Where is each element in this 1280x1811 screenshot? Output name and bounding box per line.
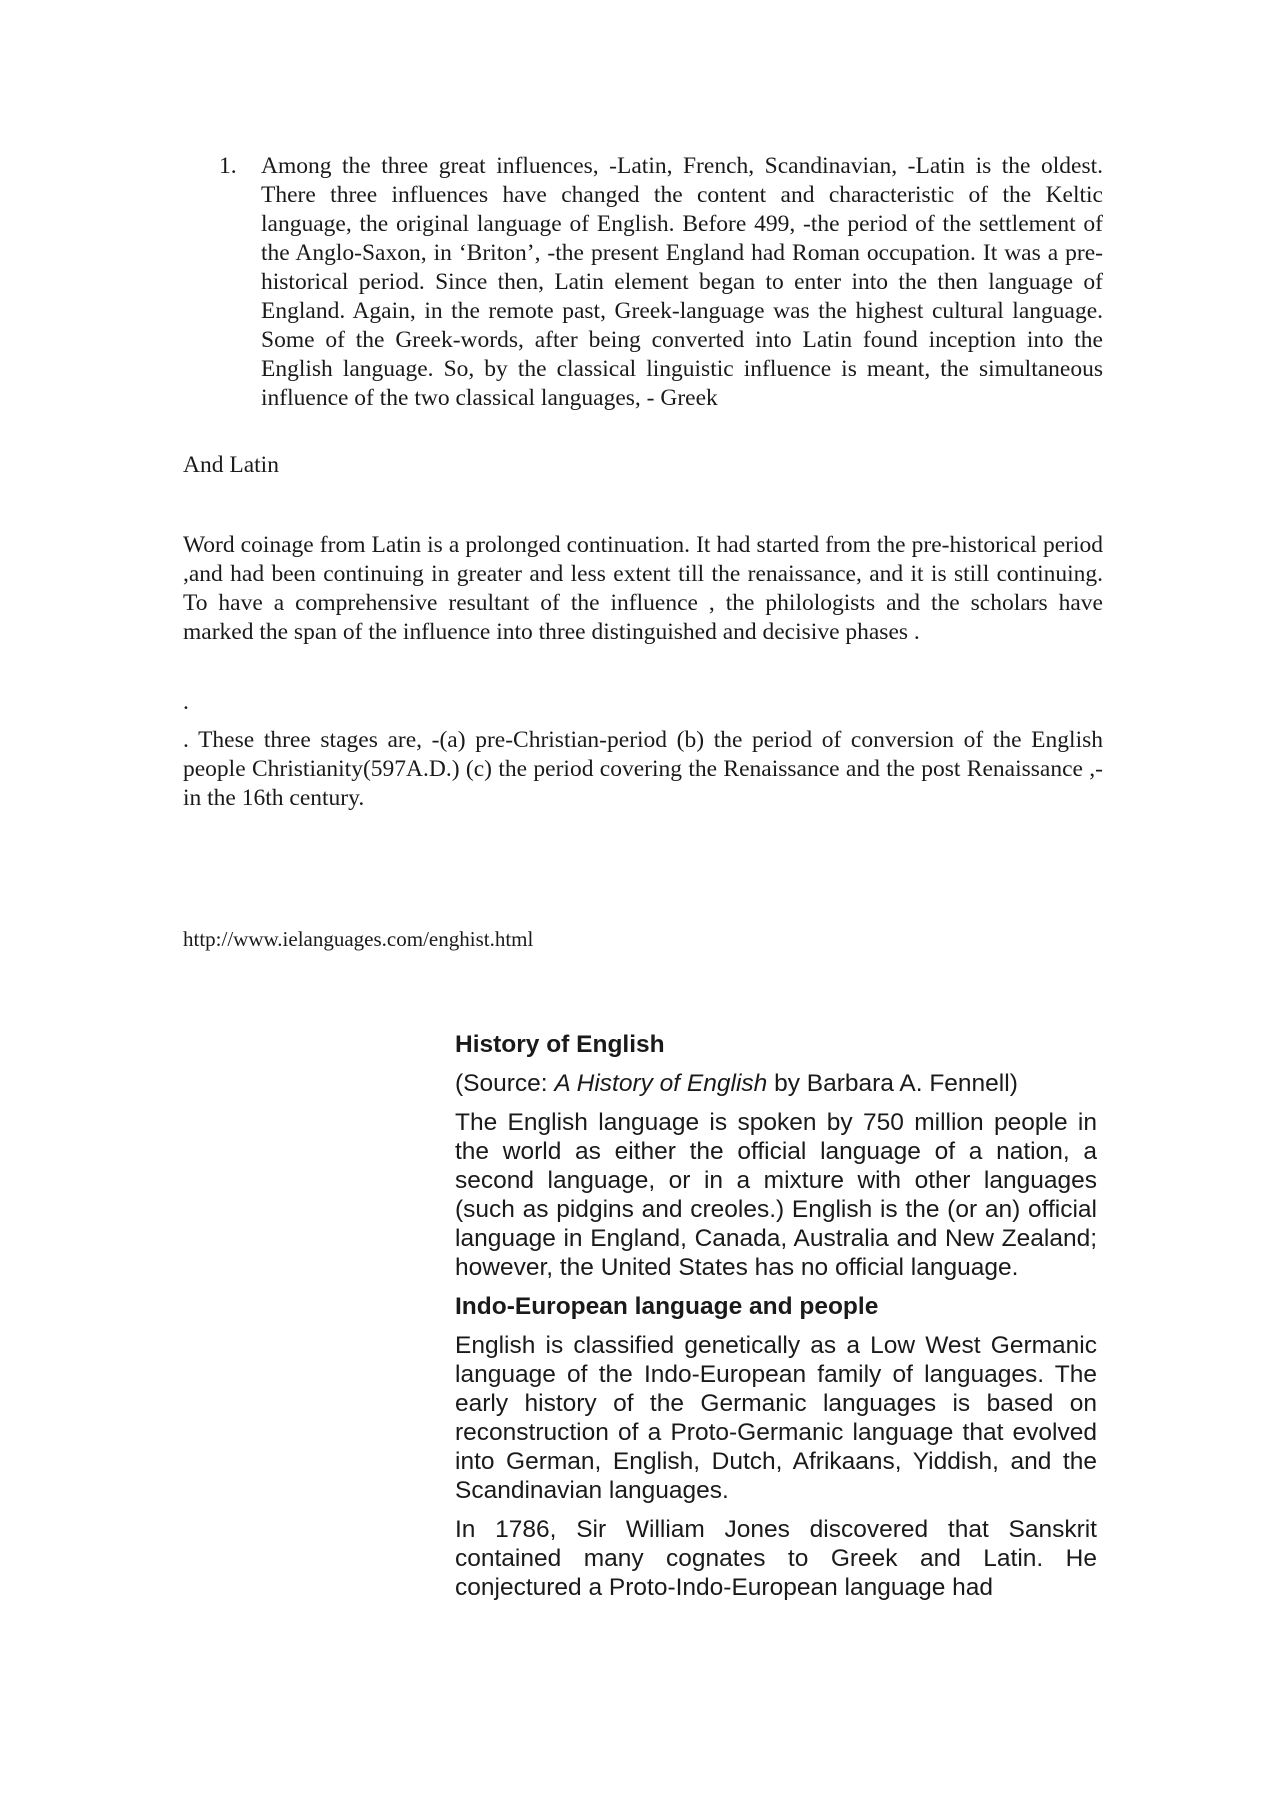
three-stages-paragraph: . These three stages are, -(a) pre-Christian-period (b) the period of conversion of the English people Christianity(597A.D.) (c) the period covering the Renaissance and the post Renaissance ,-in the 16th century. [183, 727, 1103, 811]
indo-european-paragraph-2: In 1786, Sir William Jones discovered that Sanskrit contained many cognates to Greek and Latin. He conjectured a Proto-Indo-European language had [455, 1516, 1097, 1601]
history-intro-paragraph: The English language is spoken by 750 million people in the world as either the official language of a nation, a second language, or in a mixture with other languages (such as pidgins and creoles.) English is the (or an) official language in England, Canada, Australia and New Zealand; however, the United States has no official language. [455, 1109, 1097, 1281]
list-item-text: Among the three great influences, -Latin, French, Scandinavian, -Latin is the oldest. There three influences have changed the content and characteristic of the Keltic language, the original language of English. Before 499, -the period of the settlement of the Anglo-Saxon, in ‘Briton’, -the present England had Roman occupation. It was a pre-historical period. Since then, Latin element began to enter into the then language of England. Again, in the remote past, Greek-language was the highest cultural language. Some of the Greek-words, after being converted into Latin found inception into the English language. So, by the classical linguistic influence is meant, the simultaneous influence of the two classical languages, - Greek [261, 153, 1103, 411]
numbered-list [219, 152, 1103, 413]
list-item-number: 1. [219, 153, 237, 179]
dot-line: . [183, 689, 189, 715]
and-latin-line: And Latin [183, 452, 279, 478]
indo-european-heading: Indo-European language and people [455, 1293, 879, 1320]
list-item [219, 152, 1103, 413]
source-url: http://www.ielanguages.com/enghist.html [183, 927, 534, 951]
history-of-english-section [455, 1030, 1097, 1612]
source-book-title: A History of English [554, 1070, 768, 1097]
source-suffix: by Barbara A. Fennell) [767, 1070, 1018, 1097]
history-source [455, 1069, 1097, 1098]
history-title: History of English [455, 1031, 665, 1058]
word-coinage-paragraph: Word coinage from Latin is a prolonged continuation. It had started from the pre-historical period ,and had been continuing in greater and less extent till the renaissance, and it is still continuing. To have a comprehensive resultant of the influence , the philologists and the scholars have marked the span of the influence into three distinguished and decisive phases . [183, 532, 1103, 645]
source-prefix: (Source: [455, 1070, 555, 1097]
indo-european-paragraph-1: English is classified genetically as a Low West Germanic language of the Indo-European family of languages. The early history of the Germanic languages is based on reconstruction of a Proto-Germanic language that evolved into German, English, Dutch, Afrikaans, Yiddish, and the Scandinavian languages. [455, 1332, 1097, 1504]
